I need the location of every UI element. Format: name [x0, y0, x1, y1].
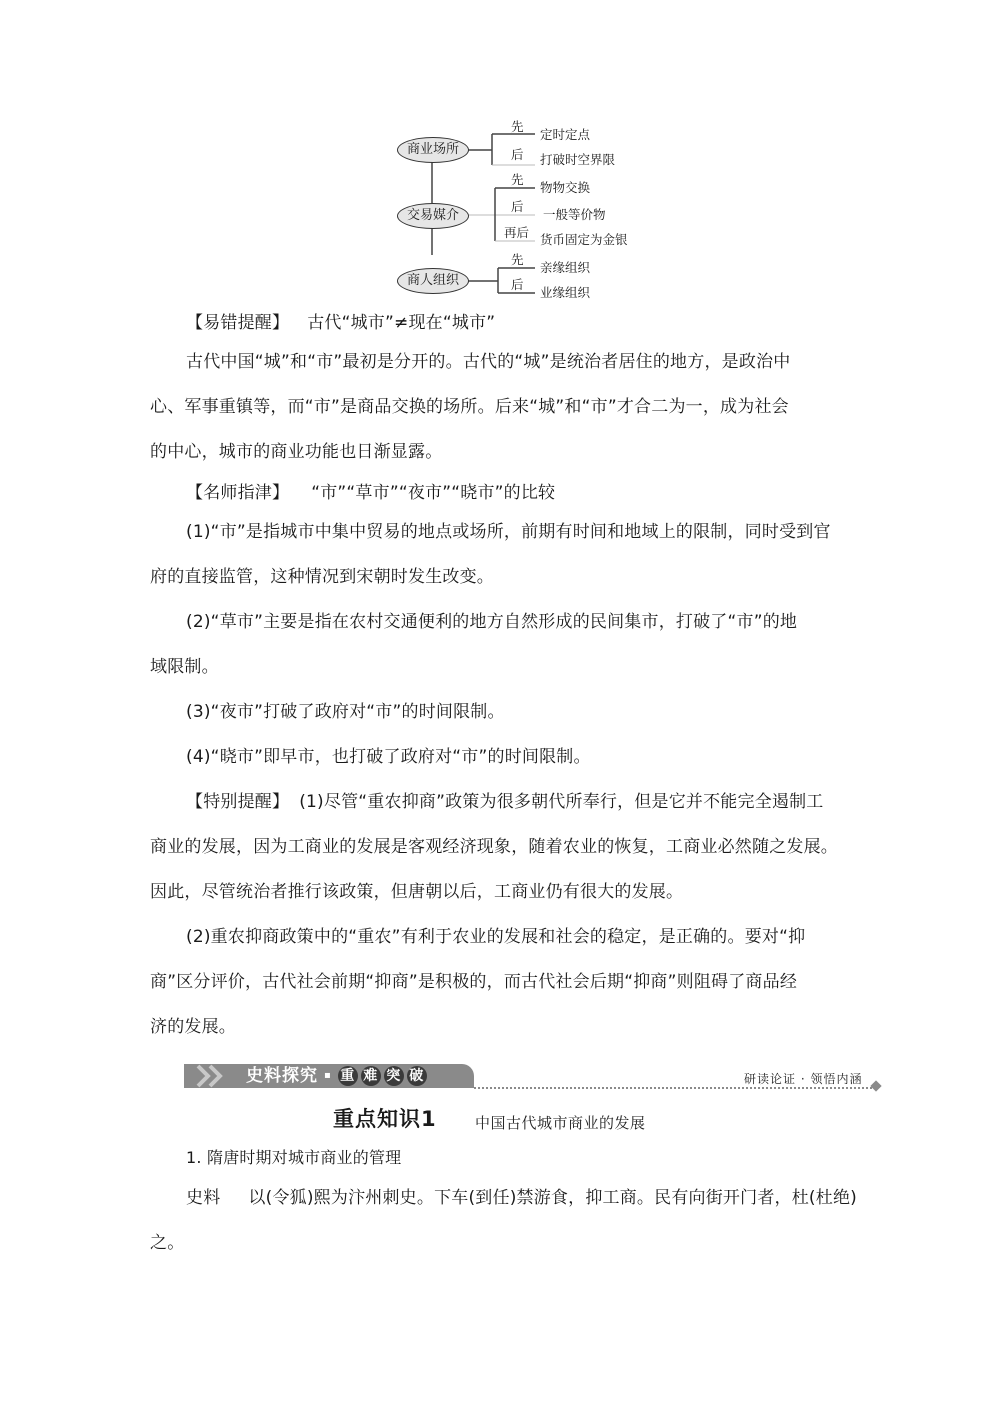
banner-right-caption: 研读论证 · 领悟内涵: [744, 1072, 863, 1086]
teacher-tip-tag: 【名师指津】: [186, 483, 290, 503]
banner-separator-dot: ▪: [324, 1070, 332, 1081]
paragraph-line: (1)“市”是指城市中集中贸易的地点或场所，前期有时间和地域上的限制，同时受到官: [186, 522, 831, 542]
paragraph-line: 商业的发展，因为工商业的发展是客观经济现象，随着农业的恢复，工商业必然随之发展。: [150, 837, 838, 857]
diagram-node-merchant-organization: 商人组织: [397, 268, 469, 294]
error-tip-heading: [186, 313, 495, 333]
diagram-leaf: 亲缘组织: [540, 260, 591, 275]
paragraph-line: 域限制。: [150, 657, 219, 677]
section-heading: 1. 隋唐时期对城市商业的管理: [186, 1148, 402, 1167]
diagram-leaf: 物物交换: [540, 180, 591, 195]
error-tip-tag: 【易错提醒】: [186, 313, 290, 333]
source-label: 史料: [186, 1188, 221, 1208]
banner-dotted-rule: [474, 1087, 876, 1089]
diamond-icon: [870, 1080, 881, 1091]
diagram-order-label: 后: [511, 147, 524, 162]
paragraph-line: (2)重农抑商政策中的“重农”有利于农业的发展和社会的稳定，是正确的。要对“抑: [186, 927, 806, 947]
diagram-leaf: 打破时空界限: [540, 152, 616, 167]
paragraph-line: 以(令狐)熙为汴州刺史。下车(到任)禁游食，抑工商。民有向街开门者，杜(杜绝): [248, 1188, 857, 1208]
diagram-leaf: 业缘组织: [540, 285, 591, 300]
diagram-order-label: 先: [511, 252, 524, 267]
paragraph-line: 济的发展。: [150, 1017, 236, 1037]
paragraph-line: (1)尽管“重农抑商”政策为很多朝代所奉行，但是它并不能完全遏制工: [299, 792, 824, 812]
paragraph-line: 因此，尽管统治者推行该政策，但唐朝以后，工商业仍有很大的发展。: [150, 882, 684, 902]
special-tip-tag: 【特别提醒】: [186, 792, 290, 812]
paragraph-line: 心、军事重镇等，而“市”是商品交换的场所。后来“城”和“市”才合二为一，成为社会: [150, 397, 789, 417]
circled-char: 难: [361, 1066, 381, 1086]
double-chevron-icon: [192, 1064, 232, 1088]
paragraph-line: (4)“晓市”即早市，也打破了政府对“市”的时间限制。: [186, 747, 591, 767]
circled-char: 突: [384, 1066, 404, 1086]
paragraph-line: 商”区分评价，古代社会前期“抑商”是积极的，而古代社会后期“抑商”则阻碍了商品经: [150, 972, 798, 992]
paragraph-line: (3)“夜市”打破了政府对“市”的时间限制。: [186, 702, 505, 722]
special-tip-first-line: [186, 792, 824, 812]
paragraph-line: 府的直接监管，这种情况到宋朝时发生改变。: [150, 567, 494, 587]
teacher-tip-heading: [186, 483, 555, 503]
banner-title-text: 史料探究: [246, 1066, 318, 1086]
paragraph-line: (2)“草市”主要是指在农村交通便利的地方自然形成的民间集市，打破了“市”的地: [186, 612, 798, 632]
source-first-line: [186, 1188, 857, 1208]
section-banner: [184, 1064, 474, 1088]
paragraph-line: 的中心，城市的商业功能也日渐显露。: [150, 442, 443, 462]
paragraph-line: 之。: [150, 1233, 185, 1253]
diagram-order-label: 再后: [504, 225, 530, 240]
error-tip-title: 古代“城市”≠现在“城市”: [307, 313, 496, 333]
diagram-leaf: 货币固定为金银: [540, 232, 628, 247]
paragraph-line: 古代中国“城”和“市”最初是分开的。古代的“城”是统治者居住的地方，是政治中: [186, 352, 791, 372]
diagram-node-trade-medium: 交易媒介: [397, 203, 469, 229]
circled-char: 重: [338, 1066, 358, 1086]
diagram-order-label: 后: [511, 199, 524, 214]
diagram-order-label: 先: [511, 172, 524, 187]
concept-diagram: [380, 110, 660, 310]
diagram-leaf: 一般等价物: [543, 207, 606, 222]
banner-title: [246, 1064, 430, 1088]
diagram-leaf: 定时定点: [540, 127, 591, 142]
key-point-title: 重点知识1: [333, 1107, 437, 1131]
diagram-order-label: 先: [511, 119, 524, 134]
key-point-subtitle: 中国古代城市商业的发展: [475, 1114, 646, 1132]
circled-char: 破: [407, 1066, 427, 1086]
diagram-node-commercial-venue: 商业场所: [397, 137, 469, 163]
teacher-tip-title: “市”“草市”“夜市”“晓市”的比较: [311, 483, 556, 503]
diagram-order-label: 后: [511, 277, 524, 292]
